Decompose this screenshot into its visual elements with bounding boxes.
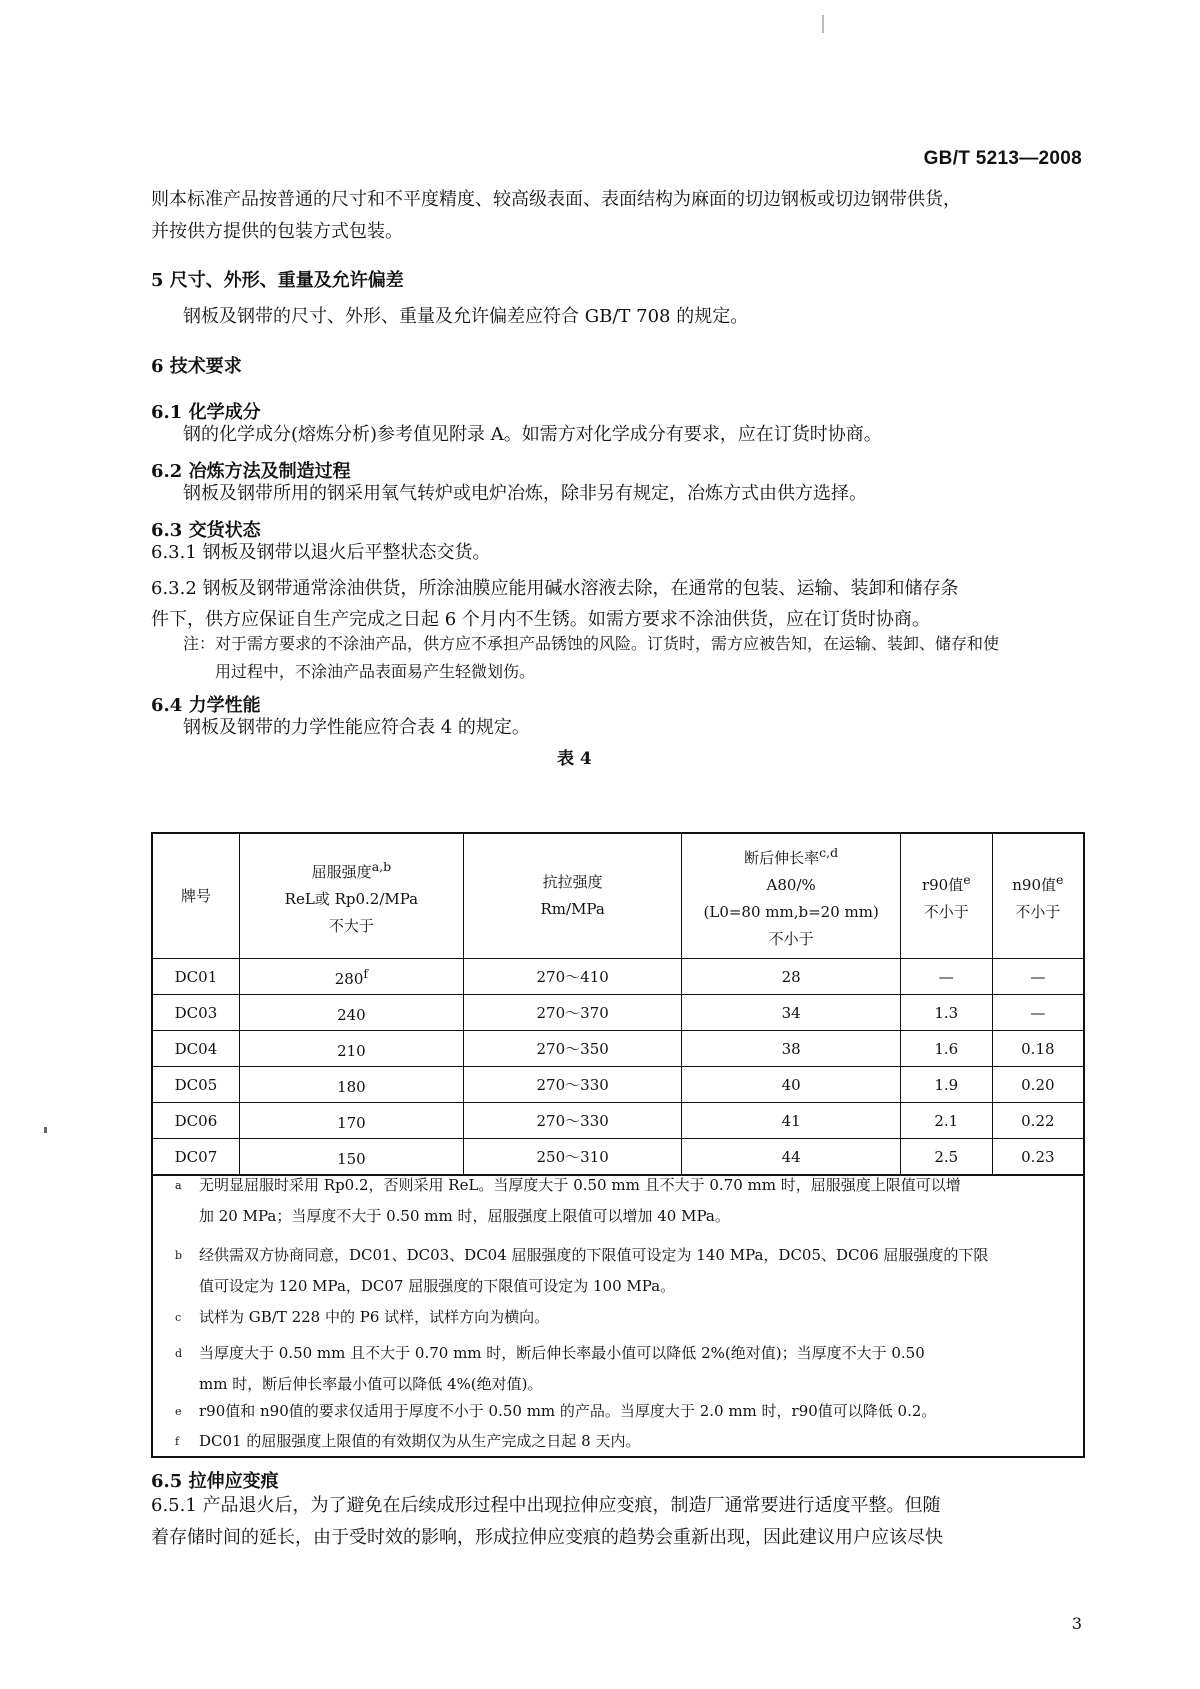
col-header-n90: n90值$^e$ 不小于 — [992, 833, 1084, 959]
paragraph: 6.5.1 产品退火后，为了避免在后续成形过程中出现拉伸应变痕，制造厂通常要进行适度平整。但随 — [151, 1495, 941, 1516]
cell-grade: DC03 — [152, 995, 239, 1031]
table-row — [152, 959, 1084, 995]
cell-grade: DC06 — [152, 1103, 239, 1139]
col-header-grade: 牌号 — [152, 833, 239, 959]
paragraph: 钢板及钢带所用的钢采用氧气转炉或电炉冶炼，除非另有规定，冶炼方式由供方选择。 — [183, 483, 867, 504]
cell-yield: 150 — [239, 1139, 463, 1176]
cell-tensile: 270～370 — [463, 995, 682, 1031]
cell-r90: 2.5 — [900, 1139, 992, 1176]
paragraph: 钢板及钢带的力学性能应符合表 4 的规定。 — [183, 717, 530, 738]
paragraph: 6.3.2 钢板及钢带通常涂油供货，所涂油膜应能用碱水溶液去除，在通常的包装、运输、装卸和储存条 — [151, 578, 959, 599]
cell-tensile: 270～410 — [463, 959, 682, 995]
table-header-row — [152, 833, 1084, 959]
section-title: 6 技术要求 — [151, 356, 242, 377]
cell-tensile: 270～350 — [463, 1031, 682, 1067]
cell-yield: 180 — [239, 1067, 463, 1103]
cell-tensile: 270～330 — [463, 1103, 682, 1139]
table-caption: 表 4 — [557, 749, 592, 769]
footnote-d: d 当厚度大于 0.50 mm 且不大于 0.70 mm 时，断后伸长率最小值可以降低 2%(绝对值)；当厚度不大于 0.50 mm 时，断后伸长率最小值可以降低 4%(绝对值)。 — [175, 1344, 925, 1393]
cell-yield: 240 — [239, 995, 463, 1031]
paragraph: 钢的化学成分(熔炼分析)参考值见附录 A。如需方对化学成分有要求，应在订货时协商。 — [183, 424, 882, 445]
cell-yield: 210 — [239, 1031, 463, 1067]
section-title: 6.5 拉伸应变痕 — [151, 1471, 279, 1492]
cell-grade: DC05 — [152, 1067, 239, 1103]
cell-r90: 1.9 — [900, 1067, 992, 1103]
cell-r90: — — [900, 959, 992, 995]
cell-tensile: 250～310 — [463, 1139, 682, 1176]
paragraph: 着存储时间的延长，由于受时效的影响，形成拉伸应变痕的趋势会重新出现，因此建议用户应该尽快 — [151, 1527, 943, 1548]
table-row — [152, 1067, 1084, 1103]
cell-elongation: 34 — [682, 995, 901, 1031]
col-header-tensile: 抗拉强度 Rm/MPa — [463, 833, 682, 959]
cell-n90: 0.20 — [992, 1067, 1084, 1103]
section-title: 6.4 力学性能 — [151, 695, 261, 716]
cell-elongation: 41 — [682, 1103, 901, 1139]
footnote-c: c 试样为 GB/T 228 中的 P6 试样，试样方向为横向。 — [175, 1308, 550, 1326]
page-number: 3 — [1071, 1614, 1082, 1633]
table-row — [152, 1031, 1084, 1067]
footnote-e: e r90值和 n90值的要求仅适用于厚度不小于 0.50 mm 的产品。当厚度大于 2.0 mm 时，r90值可以降低 0.2。 — [175, 1402, 937, 1420]
cell-n90: 0.18 — [992, 1031, 1084, 1067]
cell-elongation: 44 — [682, 1139, 901, 1176]
intro-line: 并按供方提供的包装方式包装。 — [151, 221, 403, 242]
paragraph: 6.3.1 钢板及钢带以退火后平整状态交货。 — [151, 542, 491, 563]
table-row — [152, 1103, 1084, 1139]
cell-n90: 0.23 — [992, 1139, 1084, 1176]
section-title: 6.2 冶炼方法及制造过程 — [151, 461, 351, 482]
footnote-a: a 无明显屈服时采用 Rp0.2，否则采用 ReL。当厚度大于 0.50 mm 且不大于 0.70 mm 时，屈服强度上限值可以增 加 20 MPa；当厚度不大于 0.50 mm 时，屈服强度上限值可以增加 40 MPa。 — [175, 1176, 961, 1225]
scan-mark — [44, 1127, 47, 1133]
col-header-r90: r90值$^e$ 不小于 — [900, 833, 992, 959]
cell-elongation: 28 — [682, 959, 901, 995]
col-header-yield: 屈服强度$^{a,b}$ ReL或 Rp0.2/MPa 不大于 — [239, 833, 463, 959]
cell-grade: DC01 — [152, 959, 239, 995]
section-title: 5 尺寸、外形、重量及允许偏差 — [151, 270, 404, 291]
cell-n90: 0.22 — [992, 1103, 1084, 1139]
section-title: 6.1 化学成分 — [151, 402, 261, 423]
footnote-f: f DC01 的屈服强度上限值的有效期仅为从生产完成之日起 8 天内。 — [175, 1432, 641, 1450]
cell-elongation: 38 — [682, 1031, 901, 1067]
cell-grade: DC04 — [152, 1031, 239, 1067]
note: 注：对于需方要求的不涂油产品，供方应不承担产品锈蚀的风险。订货时，需方应被告知，在运输、装卸、储存和使 — [183, 634, 1000, 653]
footnote-b: b 经供需双方协商同意，DC01、DC03、DC04 屈服强度的下限值可设定为 140 MPa，DC05、DC06 屈服强度的下限 值可设定为 120 MPa，DC07 屈服强度的下限值可设定为 100 MPa。 — [175, 1246, 989, 1295]
standard-number: GB/T 5213—2008 — [923, 148, 1082, 169]
scan-mark — [822, 15, 824, 33]
cell-yield: 170 — [239, 1103, 463, 1139]
paragraph: 件下，供方应保证自生产完成之日起 6 个月内不生锈。如需方要求不涂油供货，应在订货时协商。 — [151, 609, 930, 630]
col-header-elongation: 断后伸长率$^{c,d}$ A80/% (L0=80 mm,b=20 mm) 不小于 — [682, 833, 901, 959]
table-footnotes — [151, 1160, 1085, 1458]
note: 用过程中，不涂油产品表面易产生轻微划伤。 — [215, 662, 536, 681]
cell-n90: — — [992, 995, 1084, 1031]
cell-yield: 280$^f$ — [239, 959, 463, 995]
cell-grade: DC07 — [152, 1139, 239, 1176]
cell-r90: 2.1 — [900, 1103, 992, 1139]
cell-tensile: 270～330 — [463, 1067, 682, 1103]
mechanical-properties-table — [151, 832, 1085, 1176]
table-row — [152, 995, 1084, 1031]
intro-line: 则本标准产品按普通的尺寸和不平度精度、较高级表面、表面结构为麻面的切边钢板或切边钢带供货， — [151, 189, 961, 210]
cell-r90: 1.3 — [900, 995, 992, 1031]
section-title: 6.3 交货状态 — [151, 520, 261, 541]
cell-n90: — — [992, 959, 1084, 995]
cell-r90: 1.6 — [900, 1031, 992, 1067]
paragraph: 钢板及钢带的尺寸、外形、重量及允许偏差应符合 GB/T 708 的规定。 — [183, 306, 749, 327]
cell-elongation: 40 — [682, 1067, 901, 1103]
